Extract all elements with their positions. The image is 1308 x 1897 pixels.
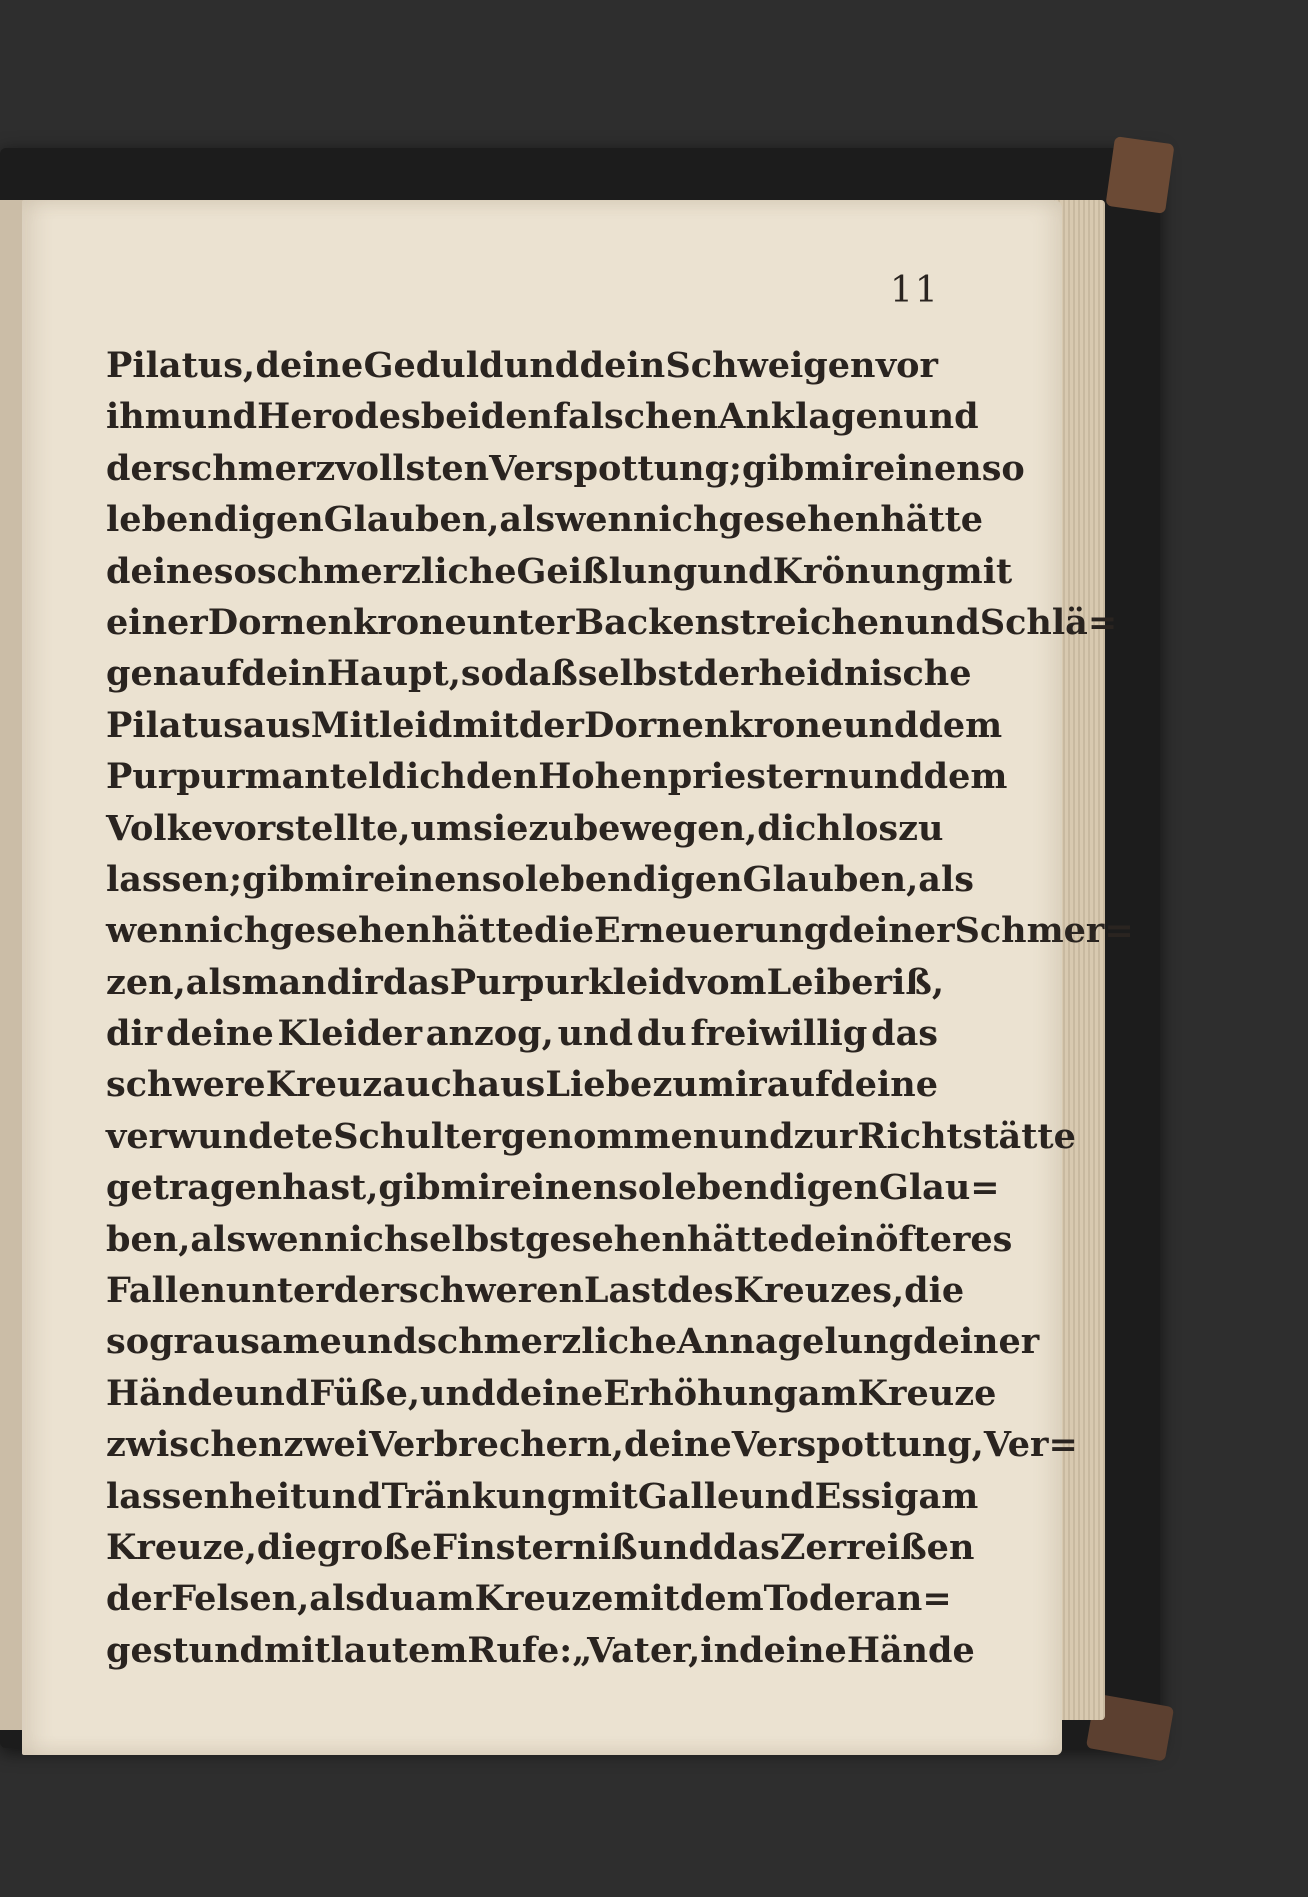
- text-line: [106, 1214, 1013, 1265]
- word: dein: [241, 653, 327, 695]
- word: gib: [378, 1167, 441, 1209]
- text-line: [106, 340, 938, 391]
- word: zur: [793, 1115, 858, 1157]
- word: aus: [242, 704, 311, 746]
- word: Krönung: [772, 550, 946, 592]
- word: und: [848, 756, 924, 798]
- word: Glauben,: [742, 858, 919, 900]
- word: am: [918, 1475, 979, 1517]
- word: der: [106, 447, 172, 489]
- word: und: [718, 1115, 794, 1157]
- word: der: [106, 1578, 172, 1620]
- text-line: [106, 1368, 997, 1419]
- word: gesehen: [718, 499, 881, 541]
- word: wenn: [106, 910, 210, 952]
- word: mit: [571, 1475, 638, 1517]
- word: lebendigen: [106, 499, 324, 541]
- word: Richtstätte: [857, 1115, 1076, 1157]
- word: lebendigen: [524, 858, 743, 900]
- word: zen,: [106, 961, 186, 1003]
- word: am: [797, 1372, 858, 1414]
- text-line: [106, 1265, 965, 1316]
- word: als: [918, 858, 974, 900]
- word: mit: [613, 1578, 680, 1620]
- word: Finsterniß: [432, 1526, 638, 1568]
- word: so: [618, 1167, 662, 1209]
- word: öfteres: [875, 1218, 1013, 1260]
- word: deine: [830, 1064, 938, 1106]
- word: mit: [264, 1629, 331, 1671]
- word: bewegen,: [573, 807, 758, 849]
- word: und: [903, 396, 979, 438]
- text-line: [106, 1008, 938, 1059]
- word: hast,: [282, 1167, 379, 1209]
- word: gib: [741, 447, 805, 489]
- word: falschen: [552, 396, 719, 438]
- word: und: [188, 1629, 264, 1671]
- word: die: [256, 1526, 317, 1568]
- word: das: [382, 961, 450, 1003]
- word: Schlä=: [979, 601, 1118, 643]
- word: Schmer=: [954, 910, 1134, 952]
- word: so: [981, 447, 1025, 489]
- word: schmerzliche: [256, 550, 517, 592]
- text-line: [106, 1573, 952, 1624]
- word: aus: [477, 1064, 546, 1106]
- word: hätte: [880, 499, 984, 541]
- word: mir: [697, 1064, 767, 1106]
- word: und: [341, 1321, 418, 1363]
- word: zwei: [283, 1424, 370, 1466]
- word: freiwillig: [690, 1013, 868, 1055]
- word: Rufe:: [467, 1629, 573, 1671]
- word: unter: [466, 601, 575, 643]
- word: ich: [349, 1218, 410, 1260]
- word: und: [697, 550, 773, 592]
- word: Dornenkrone: [584, 704, 844, 746]
- text-line: [106, 905, 1134, 956]
- word: auf: [766, 1064, 831, 1106]
- page-number: 11: [890, 270, 940, 311]
- word: deiner: [913, 1321, 1040, 1363]
- word: die: [533, 910, 595, 952]
- word: deine: [106, 550, 214, 592]
- word: Kreuze: [474, 1578, 614, 1620]
- word: Felsen,: [171, 1578, 310, 1620]
- word: Liebe: [545, 1064, 653, 1106]
- word: große: [316, 1526, 433, 1568]
- word: der: [693, 653, 759, 695]
- word: verwundete: [106, 1115, 334, 1157]
- word: Zerreißen: [779, 1526, 975, 1568]
- word: dir: [106, 1013, 163, 1055]
- word: selbst: [409, 1218, 526, 1260]
- word: lassen;: [106, 858, 243, 900]
- text-line: [106, 546, 1013, 597]
- word: lebendigen: [661, 1167, 879, 1209]
- word: als: [499, 499, 556, 541]
- word: Geißlung: [516, 550, 698, 592]
- word: so: [460, 653, 504, 695]
- word: vor: [875, 345, 938, 386]
- word: Füße,: [309, 1372, 421, 1414]
- word: Hände: [106, 1372, 234, 1414]
- word: einen: [373, 858, 482, 900]
- word: das: [712, 1526, 780, 1568]
- word: gest: [106, 1629, 189, 1671]
- word: ihm: [106, 396, 182, 438]
- word: Last: [583, 1270, 668, 1312]
- word: als: [309, 1578, 365, 1620]
- word: ich: [209, 910, 270, 952]
- word: dem: [679, 1578, 764, 1620]
- word: und: [904, 601, 980, 643]
- word: lassenheit: [106, 1475, 307, 1517]
- word: Kreuz: [265, 1064, 383, 1106]
- word: anzog,: [425, 1013, 554, 1055]
- word: vorstellte,: [213, 807, 411, 849]
- word: in: [700, 1629, 740, 1671]
- text-line: [106, 648, 972, 699]
- word: dir: [326, 961, 383, 1003]
- word: schwere: [106, 1064, 266, 1106]
- text-line: [106, 1111, 1076, 1162]
- word: schmerzliche: [417, 1321, 677, 1363]
- word: Geduld: [363, 345, 504, 386]
- cover-corner-top: [1105, 136, 1174, 214]
- word: ich: [658, 499, 719, 541]
- word: deiner: [828, 910, 955, 952]
- word: ben,: [106, 1218, 191, 1260]
- word: Herodes: [257, 396, 421, 438]
- word: so: [106, 1321, 150, 1363]
- text-line: [106, 751, 1008, 802]
- word: deine: [624, 1424, 732, 1466]
- word: dem: [923, 756, 1008, 798]
- word: Tränkung: [381, 1475, 572, 1517]
- text-line: [106, 854, 974, 905]
- word: Backenstreichen: [574, 601, 905, 643]
- word: Pilatus: [106, 704, 243, 746]
- word: zwischen: [106, 1424, 284, 1466]
- word: zu: [652, 1064, 698, 1106]
- word: Mitleid: [310, 704, 453, 746]
- word: einen: [509, 1167, 619, 1209]
- word: deine: [739, 1629, 847, 1671]
- word: gesehen: [525, 1218, 687, 1260]
- word: Kreuze: [857, 1372, 997, 1414]
- word: dein: [789, 1218, 876, 1260]
- word: Volke: [106, 807, 214, 849]
- page-text: [106, 340, 1134, 1676]
- word: Kreuzes,: [733, 1270, 905, 1312]
- text-line: [106, 1625, 975, 1676]
- word: das: [871, 1013, 938, 1055]
- word: gesehen: [269, 910, 432, 952]
- word: Haupt,: [326, 653, 461, 695]
- word: du: [364, 1578, 415, 1620]
- text-line: [106, 597, 1118, 648]
- word: und: [843, 704, 919, 746]
- word: den: [480, 396, 553, 438]
- word: Erneuerung: [594, 910, 829, 952]
- word: grausame: [149, 1321, 342, 1363]
- word: dem: [918, 704, 1003, 746]
- word: Schweigen: [665, 345, 876, 386]
- word: man: [241, 961, 327, 1003]
- word: deine: [495, 1372, 604, 1414]
- word: und: [557, 1013, 633, 1055]
- word: mir: [804, 447, 873, 489]
- word: Essig: [814, 1475, 919, 1517]
- word: „Vater,: [572, 1629, 701, 1671]
- word: Dornenkrone: [207, 601, 467, 643]
- word: Verbrechern,: [369, 1424, 624, 1466]
- text-line: [106, 1522, 975, 1573]
- word: gib: [242, 858, 305, 900]
- word: die: [904, 1270, 965, 1312]
- word: unter: [225, 1270, 334, 1312]
- word: wenn: [246, 1218, 350, 1260]
- word: dich: [757, 807, 842, 849]
- word: Pilatus,: [106, 345, 256, 386]
- word: dich: [381, 756, 466, 798]
- word: und: [181, 396, 258, 438]
- text-line: [106, 957, 945, 1008]
- page-edges: [1055, 200, 1105, 1720]
- word: so: [481, 858, 525, 900]
- word: des: [667, 1270, 734, 1312]
- word: lautem: [330, 1629, 468, 1671]
- text-line: [106, 700, 1003, 751]
- word: am: [414, 1578, 475, 1620]
- text-line: [106, 1471, 979, 1522]
- word: der: [518, 704, 584, 746]
- word: einer: [106, 601, 208, 643]
- text-line: [106, 1059, 938, 1110]
- word: zu: [528, 807, 574, 849]
- word: genommen: [500, 1115, 719, 1157]
- word: Kleider: [277, 1013, 423, 1055]
- text-line: [106, 391, 979, 442]
- word: hätte: [686, 1218, 790, 1260]
- word: selbst: [577, 653, 694, 695]
- word: gen: [106, 653, 179, 695]
- word: mir: [304, 858, 374, 900]
- word: und: [420, 1372, 496, 1414]
- word: den: [466, 756, 539, 798]
- word: so: [213, 550, 257, 592]
- word: deine: [255, 345, 364, 386]
- word: mit: [452, 704, 519, 746]
- word: Leibe: [766, 961, 874, 1003]
- text-line: [106, 494, 984, 545]
- word: Anklagen: [718, 396, 904, 438]
- word: Glau=: [878, 1167, 1000, 1209]
- word: und: [637, 1526, 713, 1568]
- text-line: [106, 1316, 1040, 1367]
- word: Purpurmantel: [106, 756, 382, 798]
- word: um: [410, 807, 474, 849]
- word: hätte: [431, 910, 534, 952]
- text-line: [106, 1162, 1000, 1213]
- word: Glauben,: [323, 499, 500, 541]
- word: der: [333, 1270, 399, 1312]
- word: und: [739, 1475, 815, 1517]
- word: du: [636, 1013, 687, 1055]
- word: Ver=: [983, 1424, 1078, 1466]
- word: getragen: [106, 1167, 283, 1209]
- word: deine: [166, 1013, 274, 1055]
- word: daß: [503, 653, 578, 695]
- word: vom: [685, 961, 767, 1003]
- word: Erhöhung: [603, 1372, 798, 1414]
- word: auf: [178, 653, 242, 695]
- word: Hände: [846, 1629, 975, 1671]
- word: und: [233, 1372, 310, 1414]
- word: Purpurkleid: [449, 961, 686, 1003]
- word: Verspottung;: [489, 447, 742, 489]
- word: riß,: [873, 961, 945, 1003]
- word: heidnische: [758, 653, 972, 695]
- word: zu: [898, 807, 944, 849]
- word: Verspottung,: [731, 1424, 984, 1466]
- word: als: [190, 1218, 247, 1260]
- word: schweren: [398, 1270, 584, 1312]
- text-line: [106, 443, 1025, 494]
- text-line: [106, 1419, 1078, 1470]
- word: Annagelung: [676, 1321, 914, 1363]
- word: los: [841, 807, 899, 849]
- word: als: [185, 961, 242, 1003]
- word: dein: [579, 345, 666, 386]
- word: einen: [872, 447, 982, 489]
- word: und: [306, 1475, 382, 1517]
- word: bei: [420, 396, 481, 438]
- word: Galle: [637, 1475, 740, 1517]
- word: mit: [945, 550, 1013, 592]
- word: Hohenpriestern: [538, 756, 849, 798]
- word: Schulter: [333, 1115, 501, 1157]
- word: mir: [440, 1167, 510, 1209]
- word: ran=: [855, 1578, 952, 1620]
- word: und: [503, 345, 580, 386]
- word: schmerzvollsten: [171, 447, 490, 489]
- word: Tode: [763, 1578, 856, 1620]
- word: sie: [473, 807, 529, 849]
- word: wenn: [555, 499, 659, 541]
- text-line: [106, 803, 944, 854]
- word: Kreuze,: [106, 1526, 257, 1568]
- word: auch: [382, 1064, 478, 1106]
- word: Fallen: [106, 1270, 226, 1312]
